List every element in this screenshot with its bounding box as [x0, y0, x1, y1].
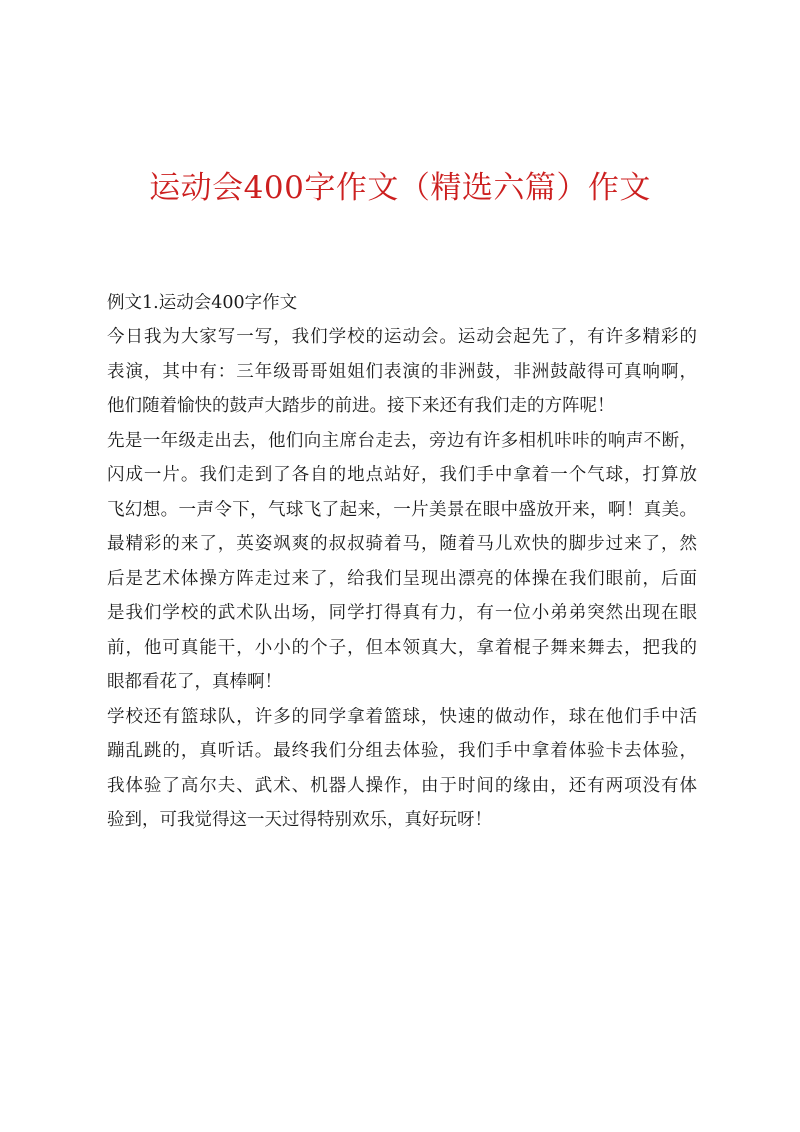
- document-title: 运动会400字作文（精选六篇）作文: [149, 170, 651, 206]
- text-line: 我体验了高尔夫、武术、机器人操作，由于时间的缘由，还有两项没有体: [107, 775, 697, 796]
- text-line: 他们随着愉快的鼓声大踏步的前进。接下来还有我们走的方阵呢！: [107, 396, 615, 416]
- text-line: 先是一年级走出去，他们向主席台走去，旁边有许多相机咔咔的响声不断，: [107, 430, 697, 451]
- paragraph-1: [107, 320, 697, 424]
- text-line: 眼都看花了，真棒啊！: [107, 672, 282, 692]
- text-line: 蹦乱跳的，真听话。最终我们分组去体验，我们手中拿着体验卡去体验，: [107, 741, 697, 761]
- text-line: 今日我为大家写一写，我们学校的运动会。运动会起先了，有许多精彩的: [107, 327, 697, 347]
- text-line: 后是艺术体操方阵走过来了，给我们呈现出漂亮的体操在我们眼前，后面: [107, 568, 697, 589]
- text-line: 最精彩的来了，英姿飒爽的叔叔骑着马，随着马儿欢快的脚步过来了，然: [107, 534, 697, 554]
- paragraph-2: [107, 424, 697, 700]
- document-body: [107, 286, 697, 838]
- text-line: 学校还有篮球队，许多的同学拿着篮球，快速的做动作，球在他们手中活: [107, 706, 697, 727]
- paragraph-3: [107, 700, 697, 838]
- example-heading: 例文1.运动会400字作文: [107, 293, 298, 313]
- text-line: 是我们学校的武术队出场，同学打得真有力，有一位小弟弟突然出现在眼: [107, 603, 697, 623]
- text-line: 验到，可我觉得这一天过得特别欢乐，真好玩呀！: [107, 810, 492, 830]
- text-line: 前，他可真能干，小小的个子，但本领真大，拿着棍子舞来舞去，把我的: [107, 637, 697, 658]
- text-line: 闪成一片。我们走到了各自的地点站好，我们手中拿着一个气球，打算放: [107, 465, 697, 485]
- text-line: 飞幻想。一声令下，气球飞了起来，一片美景在眼中盛放开来，啊！真美。: [107, 499, 697, 520]
- text-line: 表演，其中有：三年级哥哥姐姐们表演的非洲鼓，非洲鼓敲得可真响啊，: [107, 361, 697, 382]
